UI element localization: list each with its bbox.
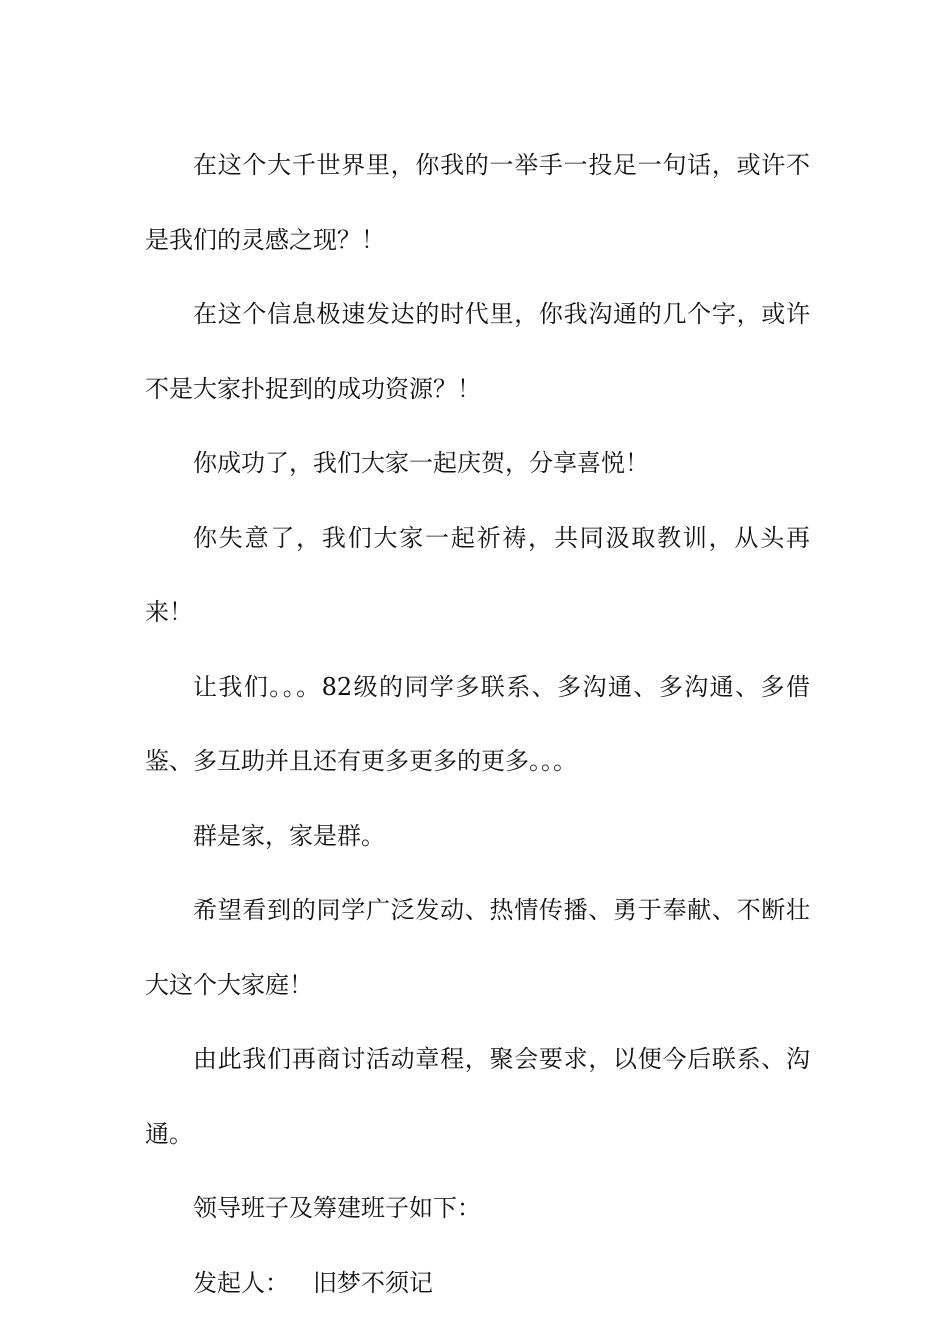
- initiator-label: 发起人：: [193, 1268, 289, 1297]
- paragraph: 由此我们再商讨活动章程，聚会要求，以便今后联系、沟通。: [145, 1045, 810, 1148]
- paragraph: 让我们。。。82级的同学多联系、多沟通、多沟通、多借鉴、多互助并且还有更多更多的更多。。。: [145, 672, 810, 775]
- paragraph: 群是家，家是群。: [193, 821, 385, 850]
- paragraph: 你失意了，我们大家一起祈祷，共同汲取教训，从头再来！: [145, 523, 810, 626]
- document-body: [145, 128, 810, 1320]
- paragraph: 希望看到的同学广泛发动、热情传播、勇于奉献、不断壮大这个大家庭！: [145, 896, 810, 999]
- paragraph: 在这个信息极速发达的时代里，你我沟通的几个字，或许不是大家扑捉到的成功资源？！: [145, 300, 810, 403]
- paragraph: 在这个大千世界里，你我的一举手一投足一句话，或许不是我们的灵感之现？！: [145, 151, 810, 254]
- paragraph: 你成功了，我们大家一起庆贺，分享喜悦！: [193, 449, 649, 477]
- paragraph: 领导班子及筹建班子如下：: [193, 1194, 481, 1222]
- initiator-name: 旧梦不须记: [313, 1268, 433, 1297]
- initiator-line: [145, 1246, 810, 1321]
